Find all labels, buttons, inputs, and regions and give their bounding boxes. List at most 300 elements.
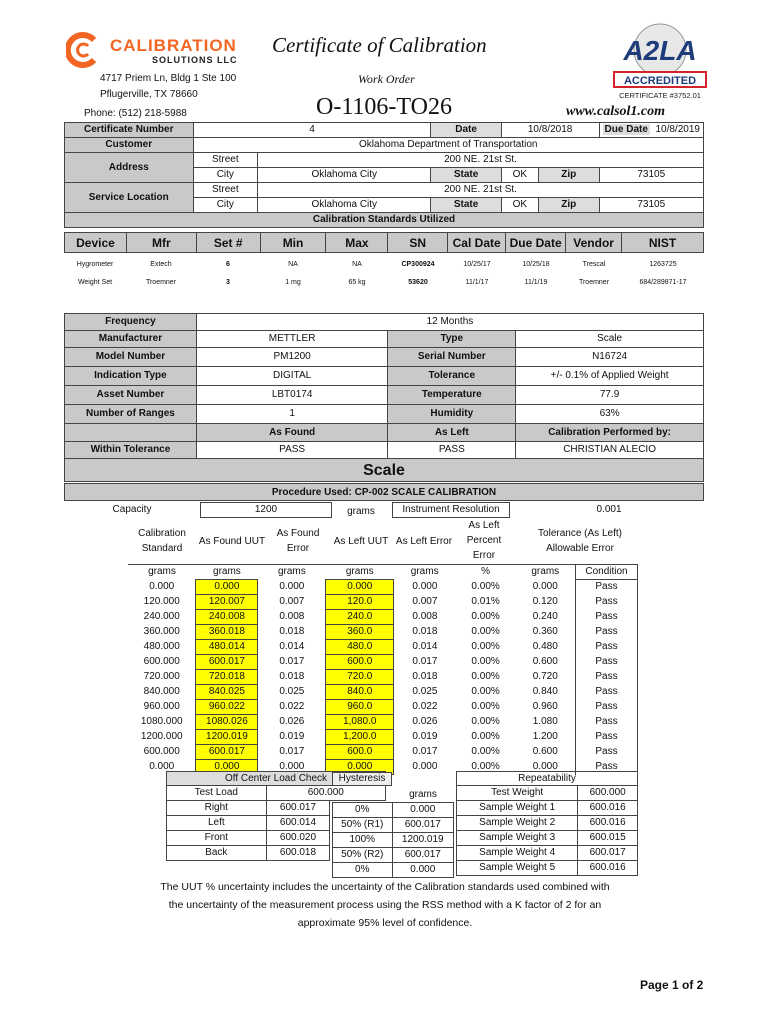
standards-header: NIST bbox=[622, 233, 704, 253]
measurement-cell: 480.0 bbox=[326, 640, 394, 655]
company-phone: Phone: (512) 218-5988 bbox=[84, 108, 187, 119]
indication-label: Indication Type bbox=[65, 367, 197, 386]
measurement-cell: 0.00% bbox=[471, 731, 500, 742]
unit-cell: % bbox=[456, 565, 516, 580]
measurement-cell: 0.025 bbox=[279, 686, 305, 697]
company-name: CALIBRATION bbox=[110, 36, 237, 55]
standards-cell: 11/1/19 bbox=[524, 279, 548, 286]
frequency-label: Frequency bbox=[65, 314, 197, 331]
measurement-cell: 1200.019 bbox=[196, 730, 258, 745]
hysteresis-table bbox=[332, 802, 454, 878]
model-value: PM1200 bbox=[196, 348, 388, 367]
hysteresis-reading: 600.017 bbox=[392, 848, 453, 863]
repeatability-table bbox=[456, 771, 638, 876]
measurement-cell: Pass bbox=[575, 655, 637, 670]
measurement-cell: 0.120 bbox=[532, 596, 558, 607]
measurement-cell: 0.017 bbox=[412, 746, 438, 757]
standards-cell: 1263725 bbox=[649, 261, 677, 268]
col-as-left-error: As Left Error bbox=[395, 536, 453, 547]
measurement-cell: 960.000 bbox=[143, 701, 180, 712]
procedure-text: Procedure Used: CP-002 SCALE CALIBRATION bbox=[64, 483, 704, 501]
measurement-cell: 120.000 bbox=[143, 596, 180, 607]
measurement-cell: 0.00% bbox=[471, 671, 500, 682]
standards-header: Mfr bbox=[126, 233, 196, 253]
measurement-row bbox=[128, 715, 638, 730]
measurement-cell: Pass bbox=[575, 760, 637, 775]
measurement-cell: 0.017 bbox=[412, 656, 438, 667]
col-as-found-error: As Found Error bbox=[276, 528, 320, 554]
standards-cell: Weight Set bbox=[77, 279, 113, 286]
work-order-label: Work Order bbox=[358, 72, 415, 86]
service-zip: 73105 bbox=[599, 198, 703, 213]
standards-header: Vendor bbox=[566, 233, 622, 253]
measurement-cell: 0.360 bbox=[532, 626, 558, 637]
hysteresis-percent: 0% bbox=[333, 863, 393, 878]
standards-header: Set # bbox=[196, 233, 260, 253]
measurement-cell: 0.240 bbox=[532, 611, 558, 622]
hysteresis-percent: 50% (R1) bbox=[333, 818, 393, 833]
as-found-label: As Found bbox=[196, 424, 388, 442]
measurement-cell: 1080.000 bbox=[140, 716, 183, 727]
standards-header: Min bbox=[260, 233, 326, 253]
standards-cell: CP300924 bbox=[401, 261, 435, 268]
repeatability-row bbox=[457, 846, 638, 861]
standards-title: Calibration Standards Utilized bbox=[65, 213, 704, 228]
unit-cell: grams bbox=[258, 565, 326, 580]
measurement-cell: 0.000 bbox=[326, 580, 394, 595]
resolution-label: Instrument Resolution bbox=[392, 502, 510, 518]
standards-cell: 53620 bbox=[408, 279, 428, 286]
hysteresis-row bbox=[333, 833, 454, 848]
as-found-result: PASS bbox=[196, 442, 388, 459]
service-city-label: City bbox=[193, 198, 258, 213]
measurement-cell: Pass bbox=[575, 625, 637, 640]
measurement-cell: Pass bbox=[575, 745, 637, 760]
sample-weight-label: Sample Weight 1 bbox=[457, 801, 578, 816]
page-number: Page 1 of 2 bbox=[640, 978, 704, 992]
tolerance-value: +/- 0.1% of Applied Weight bbox=[516, 367, 704, 386]
hysteresis-reading: 0.000 bbox=[392, 803, 453, 818]
measurement-cell: 0.018 bbox=[279, 671, 305, 682]
address-label: Address bbox=[65, 153, 194, 183]
measurement-cell: 0.025 bbox=[412, 686, 438, 697]
measurement-cell: 0.00% bbox=[471, 716, 500, 727]
standards-cell: Trescal bbox=[582, 261, 606, 268]
measurement-cell: 0.022 bbox=[279, 701, 305, 712]
certificate-title: Certificate of Calibration bbox=[272, 33, 487, 57]
as-left-label: As Left bbox=[388, 424, 516, 442]
measurement-cell: Pass bbox=[575, 640, 637, 655]
address-city: Oklahoma City bbox=[258, 168, 431, 183]
measurement-cell: 0.840 bbox=[532, 686, 558, 697]
measurement-cell: 0.00% bbox=[471, 761, 500, 772]
measurement-cell: Pass bbox=[575, 715, 637, 730]
measurement-cell: 0.000 bbox=[196, 760, 258, 775]
measurement-cell: 1200.000 bbox=[140, 731, 183, 742]
resolution-value: 0.001 bbox=[596, 504, 622, 515]
off-center-reading: 600.020 bbox=[266, 831, 330, 846]
measurement-cell: Pass bbox=[575, 580, 637, 595]
service-city: Oklahoma City bbox=[258, 198, 431, 213]
measurement-cell: 0.018 bbox=[412, 671, 438, 682]
standards-cell: 10/25/17 bbox=[463, 261, 491, 268]
measurement-cell: Pass bbox=[575, 700, 637, 715]
col-calibration-standard: Calibration Standard bbox=[138, 528, 186, 554]
serial-value: N16724 bbox=[516, 348, 704, 367]
company-subname: SOLUTIONS LLC bbox=[152, 55, 238, 65]
standards-header: Due Date bbox=[506, 233, 566, 253]
measurement-cell: 0.000 bbox=[279, 761, 305, 772]
measurement-cell: 0.026 bbox=[412, 716, 438, 727]
off-center-reading: 600.014 bbox=[266, 816, 330, 831]
measurement-cell: 0.000 bbox=[412, 581, 438, 592]
due-date-label: Due Date bbox=[604, 124, 648, 135]
measurement-row bbox=[128, 640, 638, 655]
measurement-row bbox=[128, 610, 638, 625]
manufacturer-value: METTLER bbox=[196, 331, 388, 348]
uncertainty-line-2: the uncertainty of the measurement process using the RSS method with a K factor of 2 for an bbox=[168, 899, 602, 911]
measurement-cell: 1.080 bbox=[532, 716, 558, 727]
measurement-cell: 1.200 bbox=[532, 731, 558, 742]
serial-label: Serial Number bbox=[388, 348, 516, 367]
frequency-value: 12 Months bbox=[196, 314, 703, 331]
customer-value: Oklahoma Department of Transportation bbox=[193, 138, 703, 153]
measurement-cell: 0.00% bbox=[471, 626, 500, 637]
measurement-cell: 600.000 bbox=[143, 656, 180, 667]
address-street: 200 NE. 21st St. bbox=[258, 153, 704, 168]
measurement-cell: Pass bbox=[575, 610, 637, 625]
measurement-cell: 0.01% bbox=[471, 596, 500, 607]
performed-by-value: CHRISTIAN ALECIO bbox=[516, 442, 704, 459]
measurement-cell: 0.600 bbox=[532, 746, 558, 757]
standards-cell: 6 bbox=[226, 261, 230, 268]
capacity-value: 1200 bbox=[200, 502, 332, 518]
repeatability-row bbox=[457, 861, 638, 876]
col-tolerance: Tolerance (As Left) Allowable Error bbox=[538, 528, 622, 554]
measurement-cell: 960.022 bbox=[196, 700, 258, 715]
measurement-cell: 240.008 bbox=[196, 610, 258, 625]
measurement-cell: 960.0 bbox=[326, 700, 394, 715]
measurement-cell: 360.0 bbox=[326, 625, 394, 640]
measurement-cell: 0.00% bbox=[471, 656, 500, 667]
standards-cell: Troemner bbox=[578, 279, 610, 286]
measurement-row bbox=[128, 685, 638, 700]
due-date-cell bbox=[599, 123, 703, 138]
address-city-label: City bbox=[193, 168, 258, 183]
sample-weight-label: Sample Weight 4 bbox=[457, 846, 578, 861]
hysteresis-row bbox=[333, 848, 454, 863]
measurement-cell: 0.018 bbox=[412, 626, 438, 637]
scale-section-title: Scale bbox=[64, 458, 704, 482]
measurement-cell: 0.017 bbox=[279, 746, 305, 757]
customer-label: Customer bbox=[65, 138, 194, 153]
humidity-value: 63% bbox=[516, 405, 704, 424]
date-label: Date bbox=[431, 123, 501, 138]
measurement-cell: 600.017 bbox=[196, 745, 258, 760]
address-zip-label: Zip bbox=[539, 168, 599, 183]
measurement-cell: 0.960 bbox=[532, 701, 558, 712]
measurement-cell: 0.00% bbox=[471, 581, 500, 592]
hysteresis-unit: grams bbox=[409, 789, 437, 800]
standards-header: SN bbox=[388, 233, 448, 253]
standards-cell: 684/289871-17 bbox=[639, 279, 687, 286]
test-load-value: 600.000 bbox=[266, 786, 385, 801]
units-row bbox=[128, 565, 638, 580]
measurement-cell: 840.0 bbox=[326, 685, 394, 700]
asset-value: LBT0174 bbox=[196, 386, 388, 405]
certificate-number: 4 bbox=[193, 123, 431, 138]
measurement-cell: 0.000 bbox=[326, 760, 394, 775]
measurement-cell: 0.022 bbox=[412, 701, 438, 712]
standards-cell: 65 kg bbox=[348, 279, 366, 286]
address-state: OK bbox=[501, 168, 538, 183]
measurement-cell: 240.0 bbox=[326, 610, 394, 625]
measurement-cell: 0.008 bbox=[279, 611, 305, 622]
unit-cell: Condition bbox=[575, 565, 637, 580]
measurement-cell: 480.000 bbox=[143, 641, 180, 652]
indication-value: DIGITAL bbox=[196, 367, 388, 386]
ranges-value: 1 bbox=[196, 405, 388, 424]
standards-header: Device bbox=[65, 233, 127, 253]
hysteresis-percent: 0% bbox=[333, 803, 393, 818]
measurement-row bbox=[128, 655, 638, 670]
measurement-cell: 600.000 bbox=[143, 746, 180, 757]
standards-cell: 3 bbox=[226, 279, 230, 286]
col-as-found-uut: As Found UUT bbox=[198, 536, 266, 547]
uncertainty-line-3: approximate 95% level of confidence. bbox=[297, 917, 473, 929]
measurement-row bbox=[128, 670, 638, 685]
off-center-position: Front bbox=[167, 831, 267, 846]
sample-weight-value: 600.016 bbox=[578, 861, 638, 876]
tolerance-label: Tolerance bbox=[388, 367, 516, 386]
measurement-cell: 480.014 bbox=[196, 640, 258, 655]
sample-weight-value: 600.015 bbox=[578, 831, 638, 846]
repeatability-row bbox=[457, 831, 638, 846]
standards-row bbox=[64, 256, 704, 274]
standards-cell: NA bbox=[288, 261, 298, 268]
work-order-number: O-1106-TO26 bbox=[316, 94, 452, 120]
standards-cell: Extech bbox=[150, 261, 172, 268]
measurement-cell: 0.00% bbox=[471, 746, 500, 757]
measurement-cell: 0.000 bbox=[532, 761, 558, 772]
service-state: OK bbox=[501, 198, 538, 213]
measurement-cell: 0.014 bbox=[279, 641, 305, 652]
ranges-label: Number of Ranges bbox=[65, 405, 197, 424]
sample-weight-value: 600.017 bbox=[578, 846, 638, 861]
measurement-cell: 0.014 bbox=[412, 641, 438, 652]
measurement-cell: 0.000 bbox=[279, 581, 305, 592]
test-weight-value: 600.000 bbox=[578, 786, 638, 801]
certificate-number-label: Certificate Number bbox=[65, 123, 194, 138]
asset-label: Asset Number bbox=[65, 386, 197, 405]
measurement-cell: 0.026 bbox=[279, 716, 305, 727]
unit-info-table bbox=[64, 313, 704, 459]
off-center-label: Off Center Load Check bbox=[167, 772, 386, 786]
test-load-label: Test Load bbox=[167, 786, 267, 801]
measurement-cell: 0.007 bbox=[279, 596, 305, 607]
standards-row bbox=[64, 274, 704, 292]
within-tolerance-label: Within Tolerance bbox=[65, 442, 197, 459]
sample-weight-value: 600.016 bbox=[578, 801, 638, 816]
measurement-cell: 1,080.0 bbox=[326, 715, 394, 730]
off-center-reading: 600.017 bbox=[266, 801, 330, 816]
measurement-row bbox=[128, 595, 638, 610]
hysteresis-percent: 50% (R2) bbox=[333, 848, 393, 863]
service-street-label: Street bbox=[193, 183, 258, 198]
company-address-line2: Pflugerville, TX 78660 bbox=[100, 89, 198, 100]
measurement-row bbox=[128, 745, 638, 760]
address-zip: 73105 bbox=[599, 168, 703, 183]
measurement-cell: 0.018 bbox=[279, 626, 305, 637]
address-state-label: State bbox=[431, 168, 501, 183]
sample-weight-label: Sample Weight 3 bbox=[457, 831, 578, 846]
measurement-cell: 0.00% bbox=[471, 641, 500, 652]
standards-cell: Hygrometer bbox=[76, 261, 114, 268]
measurement-cell: 240.000 bbox=[143, 611, 180, 622]
measurement-cell: 0.017 bbox=[279, 656, 305, 667]
capacity-label: Capacity bbox=[112, 504, 152, 515]
measurement-cell: Pass bbox=[575, 685, 637, 700]
measurement-cell: 120.007 bbox=[196, 595, 258, 610]
measurement-row bbox=[128, 700, 638, 715]
measurement-cell: 0.000 bbox=[196, 580, 258, 595]
measurement-cell: Pass bbox=[575, 595, 637, 610]
measurement-cell: 720.000 bbox=[143, 671, 180, 682]
standards-table bbox=[64, 232, 704, 253]
standards-rows bbox=[64, 256, 704, 292]
sample-weight-value: 600.016 bbox=[578, 816, 638, 831]
off-center-position: Left bbox=[167, 816, 267, 831]
capacity-unit: grams bbox=[347, 506, 375, 517]
measurement-table bbox=[128, 564, 638, 775]
standards-cell: NA bbox=[352, 261, 362, 268]
off-center-position: Back bbox=[167, 846, 267, 861]
due-date-value: 10/8/2019 bbox=[655, 124, 700, 135]
svg-text:A2LA: A2LA bbox=[623, 35, 697, 66]
measurement-cell: 720.018 bbox=[196, 670, 258, 685]
date-value: 10/8/2018 bbox=[501, 123, 599, 138]
measurement-cell: 0.000 bbox=[412, 761, 438, 772]
standards-cell: 10/25/18 bbox=[522, 261, 550, 268]
measurement-cell: 0.000 bbox=[149, 581, 175, 592]
type-value: Scale bbox=[516, 331, 704, 348]
measurement-row bbox=[128, 625, 638, 640]
measurement-cell: 0.600 bbox=[532, 656, 558, 667]
measurement-cell: 0.019 bbox=[412, 731, 438, 742]
model-label: Model Number bbox=[65, 348, 197, 367]
service-location-label: Service Location bbox=[65, 183, 194, 213]
measurement-cell: 600.017 bbox=[196, 655, 258, 670]
repeatability-label: Repeatability bbox=[457, 772, 638, 786]
off-center-position: Right bbox=[167, 801, 267, 816]
humidity-label: Humidity bbox=[388, 405, 516, 424]
hysteresis-label: Hysteresis bbox=[332, 772, 392, 786]
measurement-cell: 840.025 bbox=[196, 685, 258, 700]
temperature-label: Temperature bbox=[388, 386, 516, 405]
measurement-cell: 600.0 bbox=[326, 655, 394, 670]
measurement-cell: 0.720 bbox=[532, 671, 558, 682]
standards-cell: Troemner bbox=[145, 279, 177, 286]
accreditation-text: ACCREDITED bbox=[623, 75, 697, 87]
hysteresis-reading: 0.000 bbox=[392, 863, 453, 878]
repeatability-row bbox=[457, 816, 638, 831]
unit-cell: grams bbox=[128, 565, 196, 580]
certificate-info-table bbox=[64, 122, 704, 228]
unit-cell: grams bbox=[196, 565, 258, 580]
company-address-line1: 4717 Priem Ln, Bldg 1 Ste 100 bbox=[100, 73, 237, 84]
measurement-cell: 720.0 bbox=[326, 670, 394, 685]
uncertainty-statement bbox=[100, 878, 670, 932]
performed-by-label: Calibration Performed by: bbox=[516, 424, 704, 442]
accreditation-certificate-number: CERTIFICATE #3752.01 bbox=[619, 91, 701, 100]
manufacturer-label: Manufacturer bbox=[65, 331, 197, 348]
measurement-cell: 0.480 bbox=[532, 641, 558, 652]
measurement-cell: 600.0 bbox=[326, 745, 394, 760]
measurement-cell: 0.000 bbox=[532, 581, 558, 592]
temperature-value: 77.9 bbox=[516, 386, 704, 405]
unit-cell: grams bbox=[326, 565, 394, 580]
address-street-label: Street bbox=[193, 153, 258, 168]
measurement-cell: 1080.026 bbox=[196, 715, 258, 730]
service-street: 200 NE. 21st St. bbox=[258, 183, 704, 198]
standards-header: Max bbox=[326, 233, 388, 253]
standards-cell: 1 mg bbox=[285, 279, 301, 286]
measurement-cell: 0.000 bbox=[149, 761, 175, 772]
service-zip-label: Zip bbox=[539, 198, 599, 213]
as-left-result: PASS bbox=[388, 442, 516, 459]
type-label: Type bbox=[388, 331, 516, 348]
unit-cell: grams bbox=[516, 565, 576, 580]
unit-cell: grams bbox=[394, 565, 456, 580]
measurement-cell: 0.00% bbox=[471, 611, 500, 622]
service-state-label: State bbox=[431, 198, 501, 213]
measurement-cell: Pass bbox=[575, 670, 637, 685]
hysteresis-row bbox=[333, 803, 454, 818]
measurement-cell: Pass bbox=[575, 730, 637, 745]
measurement-cell: 120.0 bbox=[326, 595, 394, 610]
measurement-cell: 0.019 bbox=[279, 731, 305, 742]
hysteresis-percent: 100% bbox=[333, 833, 393, 848]
sample-weight-label: Sample Weight 2 bbox=[457, 816, 578, 831]
hysteresis-reading: 600.017 bbox=[392, 818, 453, 833]
repeatability-row bbox=[457, 801, 638, 816]
measurement-cell: 360.018 bbox=[196, 625, 258, 640]
off-center-reading: 600.018 bbox=[266, 846, 330, 861]
measurement-cell: 0.00% bbox=[471, 686, 500, 697]
sample-weight-label: Sample Weight 5 bbox=[457, 861, 578, 876]
measurement-cell: 1,200.0 bbox=[326, 730, 394, 745]
hysteresis-row bbox=[333, 863, 454, 878]
measurement-cell: 0.007 bbox=[412, 596, 438, 607]
measurement-row bbox=[128, 730, 638, 745]
measurement-cell: 840.000 bbox=[143, 686, 180, 697]
standards-header: Cal Date bbox=[448, 233, 506, 253]
company-website: www.calsol1.com bbox=[566, 104, 666, 119]
measurement-cell: 0.00% bbox=[471, 701, 500, 712]
measurement-row bbox=[128, 580, 638, 595]
uncertainty-line-1: The UUT % uncertainty includes the uncertainty of the Calibration standards used combined with bbox=[160, 881, 610, 893]
standards-cell: 11/1/17 bbox=[465, 279, 489, 286]
company-logo-icon bbox=[66, 32, 100, 68]
accreditation-logo-icon bbox=[612, 22, 708, 102]
hysteresis-row bbox=[333, 818, 454, 833]
test-weight-label: Test Weight bbox=[457, 786, 578, 801]
col-as-left-percent: As Left Percent Error bbox=[466, 520, 502, 561]
hysteresis-reading: 1200.019 bbox=[392, 833, 453, 848]
col-as-left-uut: As Left UUT bbox=[333, 536, 389, 547]
measurement-cell: 360.000 bbox=[143, 626, 180, 637]
measurement-cell: 0.008 bbox=[412, 611, 438, 622]
